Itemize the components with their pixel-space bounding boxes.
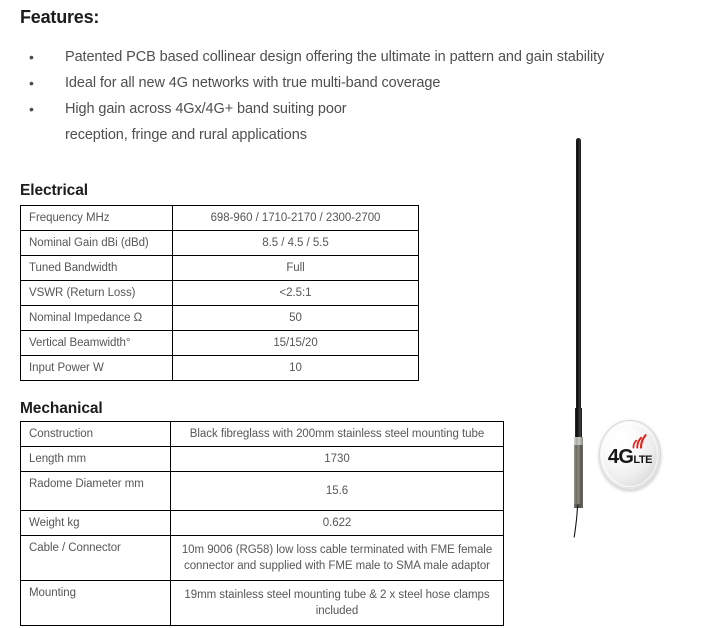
bullet-icon: • (29, 75, 34, 91)
row-value: 698-960 / 1710-2170 / 2300-2700 (173, 206, 419, 231)
table-row (21, 256, 419, 281)
row-label: Radome Diameter mm (21, 472, 171, 511)
table-row (21, 331, 419, 356)
list-item (20, 44, 710, 70)
table-row (21, 581, 504, 626)
row-label: Frequency MHz (21, 206, 173, 231)
table-row (21, 356, 419, 381)
feature-text: Ideal for all new 4G networks with true multi-band coverage (65, 75, 441, 91)
table-row (21, 511, 504, 536)
row-value: 10m 9006 (RG58) low loss cable terminated with FME female connector and supplied with FME male to SMA male adaptor (171, 536, 504, 581)
table-row (21, 231, 419, 256)
row-value: 8.5 / 4.5 / 5.5 (173, 231, 419, 256)
row-label: Construction (21, 422, 171, 447)
table-row (21, 422, 504, 447)
row-label: VSWR (Return Loss) (21, 281, 173, 306)
row-value: Black fibreglass with 200mm stainless steel mounting tube (171, 422, 504, 447)
list-item (20, 70, 710, 96)
table-row (21, 306, 419, 331)
table-row (21, 206, 419, 231)
row-value: 1730 (171, 447, 504, 472)
row-label: Tuned Bandwidth (21, 256, 173, 281)
row-label: Input Power W (21, 356, 173, 381)
mechanical-spec-table (20, 421, 504, 626)
antenna-mounting-tube-icon (574, 445, 583, 507)
row-label: Vertical Beamwidth° (21, 331, 173, 356)
badge-secondary-text: LTE (633, 454, 653, 466)
bullet-icon: • (29, 101, 34, 117)
electrical-section-heading: Electrical (20, 182, 88, 199)
row-value: Full (173, 256, 419, 281)
table-row (21, 447, 504, 472)
row-value: 15/15/20 (173, 331, 419, 356)
row-label: Mounting (21, 581, 171, 626)
row-label: Nominal Impedance Ω (21, 306, 173, 331)
badge-primary-text: 4G (607, 446, 634, 468)
electrical-spec-table (20, 205, 419, 381)
row-value: 0.622 (171, 511, 504, 536)
antenna-whip-icon (576, 138, 581, 413)
bullet-icon: • (29, 49, 34, 65)
row-value: <2.5:1 (173, 281, 419, 306)
row-value: 50 (173, 306, 419, 331)
feature-text: Patented PCB based collinear design offering the ultimate in pattern and gain stability (65, 49, 605, 65)
row-value: 19mm stainless steel mounting tube & 2 x steel hose clamps included (171, 581, 504, 626)
antenna-cable-icon (572, 506, 582, 538)
row-label: Nominal Gain dBi (dBd) (21, 231, 173, 256)
antenna-lower-rod-icon (575, 408, 582, 440)
row-value: 15.6 (171, 472, 504, 511)
row-label: Length mm (21, 447, 171, 472)
table-row (21, 472, 504, 511)
4g-lte-badge (599, 420, 661, 490)
row-label: Weight kg (21, 511, 171, 536)
badge-label (599, 447, 661, 467)
mechanical-section-heading: Mechanical (20, 400, 103, 417)
features-heading: Features: (20, 7, 100, 27)
table-row (21, 281, 419, 306)
row-label: Cable / Connector (21, 536, 171, 581)
row-value: 10 (173, 356, 419, 381)
feature-text: High gain across 4Gx/4G+ band suiting poor (65, 101, 347, 117)
table-row (21, 536, 504, 581)
feature-text-continuation: reception, fringe and rural applications (65, 127, 307, 143)
